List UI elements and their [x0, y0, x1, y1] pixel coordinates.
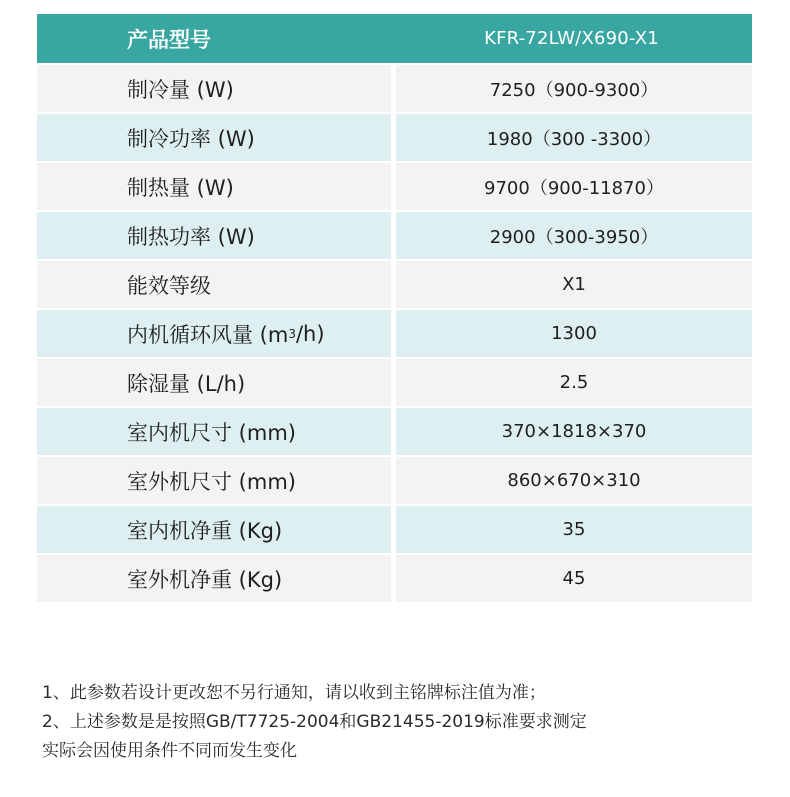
- table-header-row: [37, 14, 752, 63]
- spec-table: [37, 14, 752, 604]
- row-value: X1: [396, 261, 752, 308]
- row-label: 制冷功率 (W): [37, 114, 391, 161]
- table-row: [37, 65, 752, 112]
- row-value: 860×670×310: [396, 457, 752, 504]
- table-row: [37, 457, 752, 504]
- row-label: 制热功率 (W): [37, 212, 391, 259]
- row-label: 制冷量 (W): [37, 65, 391, 112]
- row-value: 1300: [396, 310, 752, 357]
- row-label-unit: /h): [295, 321, 325, 346]
- footnote-line: 2、上述参数是是按照GB/T7725-2004和GB21455-2019标准要求测定: [42, 712, 587, 732]
- row-value: 7250（900-9300）: [396, 65, 752, 112]
- table-row: [37, 163, 752, 210]
- row-value: 2.5: [396, 359, 752, 406]
- table-row: [37, 212, 752, 259]
- table-row: [37, 408, 752, 455]
- table-row: [37, 506, 752, 553]
- row-value: 35: [396, 506, 752, 553]
- row-label: 室外机净重 (Kg): [37, 555, 391, 602]
- table-row: [37, 114, 752, 161]
- row-label: 室外机尺寸 (mm): [37, 457, 391, 504]
- row-label: 能效等级: [37, 261, 391, 308]
- row-label: 内机循环风量 (m 3 /h): [37, 310, 391, 357]
- footnotes: [42, 679, 587, 766]
- row-value: 370×1818×370: [396, 408, 752, 455]
- table-row: [37, 310, 752, 357]
- header-label: 产品型号: [127, 27, 211, 52]
- row-value: 2900（300-3950）: [396, 212, 752, 259]
- row-label-text: 内机循环风量 (m: [127, 322, 289, 347]
- row-value: 9700（900-11870）: [396, 163, 752, 210]
- row-value: 45: [396, 555, 752, 602]
- table-row: [37, 261, 752, 308]
- table-row: [37, 555, 752, 602]
- header-model-value: KFR-72LW/X690-X1: [484, 28, 659, 49]
- footnote-line: 1、此参数若设计更改恕不另行通知，请以收到主铭牌标注值为准；: [42, 683, 546, 703]
- table-row: [37, 359, 752, 406]
- row-label: 室内机尺寸 (mm): [37, 408, 391, 455]
- row-label: 室内机净重 (Kg): [37, 506, 391, 553]
- row-label: 除湿量 (L/h): [37, 359, 391, 406]
- footnote-line: 实际会因使用条件不同而发生变化: [42, 741, 297, 761]
- row-label: 制热量 (W): [37, 163, 391, 210]
- row-value: 1980（300 -3300）: [396, 114, 752, 161]
